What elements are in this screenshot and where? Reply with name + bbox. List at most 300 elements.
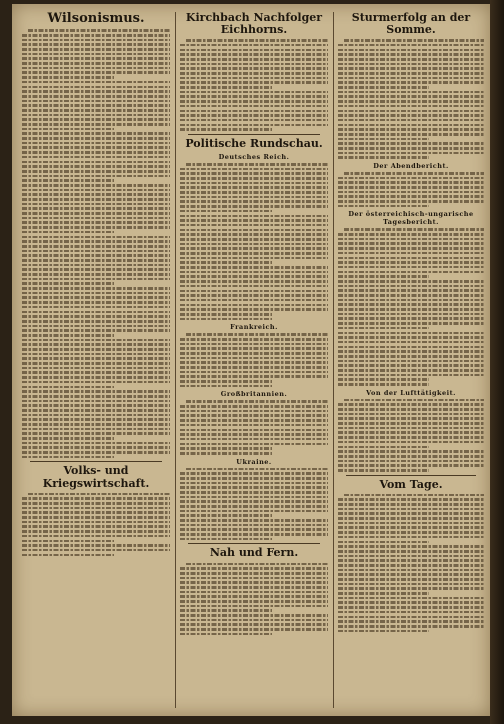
text-line	[338, 58, 484, 61]
text-line	[338, 355, 484, 358]
text-line	[338, 517, 484, 520]
text-line	[180, 200, 328, 203]
text-line	[338, 81, 484, 84]
article-body	[180, 333, 328, 387]
text-line	[338, 156, 429, 159]
text-line	[22, 165, 170, 168]
text-line	[180, 605, 328, 608]
text-line	[22, 236, 170, 239]
text-line	[22, 39, 170, 42]
text-line	[180, 128, 272, 131]
text-line	[338, 455, 484, 458]
text-line	[22, 334, 114, 337]
text-line	[338, 336, 484, 339]
text-line	[338, 569, 484, 572]
text-line	[180, 110, 328, 113]
text-line	[338, 289, 484, 292]
text-line	[338, 508, 484, 511]
text-line	[180, 614, 328, 617]
text-line	[22, 525, 170, 528]
text-line	[180, 86, 272, 89]
text-line	[338, 327, 429, 330]
text-line	[22, 137, 170, 140]
text-line	[180, 308, 328, 311]
article-body	[338, 39, 484, 159]
text-line	[180, 210, 272, 213]
text-line	[180, 177, 328, 180]
text-line	[344, 494, 484, 497]
text-line	[180, 581, 328, 584]
text-line	[22, 278, 170, 281]
text-line	[338, 383, 429, 386]
text-line	[180, 375, 328, 378]
text-line	[22, 549, 170, 552]
text-line	[22, 48, 170, 51]
text-line	[22, 53, 170, 56]
text-line	[338, 592, 429, 595]
text-line	[180, 385, 272, 388]
text-line	[180, 514, 272, 517]
text-line	[22, 264, 170, 267]
text-line	[338, 436, 484, 439]
text-line	[180, 318, 272, 321]
text-line	[180, 519, 328, 522]
text-line	[28, 29, 170, 32]
article-headline: Vom Tage.	[379, 477, 443, 491]
text-line	[22, 320, 170, 323]
text-line	[180, 271, 328, 274]
text-line	[180, 347, 328, 350]
text-line	[338, 91, 484, 94]
text-line	[180, 477, 328, 480]
text-line	[180, 567, 328, 570]
text-line	[22, 254, 170, 257]
text-line	[338, 606, 484, 609]
text-line	[338, 142, 484, 145]
text-line	[180, 67, 328, 70]
text-line	[180, 572, 328, 575]
text-line	[180, 119, 328, 122]
text-line	[22, 151, 170, 154]
text-line	[22, 306, 170, 309]
text-line	[338, 233, 484, 236]
text-line	[344, 39, 484, 42]
text-line	[180, 538, 272, 541]
text-line	[22, 76, 114, 79]
text-line	[22, 203, 170, 206]
text-line	[22, 114, 170, 117]
text-line	[180, 191, 328, 194]
text-line	[22, 315, 170, 318]
text-line	[338, 124, 484, 127]
text-line	[22, 395, 170, 398]
text-line	[180, 172, 328, 175]
text-line	[180, 168, 328, 171]
text-line	[180, 371, 328, 374]
text-line	[338, 313, 484, 316]
text-line	[338, 536, 484, 539]
text-line	[344, 399, 484, 402]
text-line	[338, 257, 484, 260]
text-line	[22, 386, 114, 389]
text-line	[22, 437, 114, 440]
text-line	[22, 128, 114, 131]
text-line	[22, 123, 170, 126]
text-line	[338, 441, 484, 444]
text-line	[180, 233, 328, 236]
text-line	[22, 516, 170, 519]
text-line	[180, 53, 328, 56]
text-line	[338, 616, 484, 619]
text-line	[338, 53, 484, 56]
text-line	[180, 266, 328, 269]
text-line	[180, 205, 328, 208]
text-line	[338, 275, 429, 278]
text-line	[180, 500, 328, 503]
text-line	[22, 81, 170, 84]
text-line	[180, 405, 328, 408]
text-line	[180, 304, 328, 307]
text-line	[22, 142, 170, 145]
text-line	[338, 583, 484, 586]
article-body	[22, 493, 170, 557]
text-line	[338, 427, 484, 430]
text-line	[180, 275, 328, 278]
text-line	[22, 104, 170, 107]
text-line	[180, 366, 328, 369]
text-line	[186, 468, 328, 471]
article-separator	[188, 543, 320, 544]
text-line	[22, 259, 170, 262]
text-line	[180, 224, 328, 227]
article-body	[338, 228, 484, 385]
text-line	[338, 128, 484, 131]
text-line	[338, 195, 484, 198]
text-line	[186, 400, 328, 403]
text-line	[22, 497, 170, 500]
text-line	[338, 341, 484, 344]
text-line	[338, 308, 484, 311]
text-line	[338, 446, 429, 449]
text-line	[180, 361, 328, 364]
text-line	[22, 273, 170, 276]
text-line	[338, 413, 484, 416]
text-line	[338, 191, 484, 194]
text-line	[22, 362, 170, 365]
text-line	[22, 198, 170, 201]
text-line	[180, 609, 272, 612]
text-line	[22, 226, 170, 229]
text-line	[338, 408, 484, 411]
text-line	[180, 524, 328, 527]
text-line	[180, 510, 328, 513]
text-line	[22, 540, 114, 543]
article-body	[338, 399, 484, 472]
text-line	[22, 71, 170, 74]
text-line	[22, 376, 170, 379]
text-line	[22, 268, 170, 271]
column-2	[180, 10, 328, 710]
article-headline: Wilsonismus.	[47, 11, 145, 26]
text-line	[180, 215, 328, 218]
text-line	[338, 266, 484, 269]
text-line	[22, 428, 170, 431]
text-line	[338, 625, 484, 628]
text-line	[22, 400, 170, 403]
text-line	[338, 360, 484, 363]
column-3	[338, 10, 484, 710]
section-heading: Der österreichisch-ungarische Tagesbericht.	[348, 210, 474, 227]
text-line	[338, 578, 484, 581]
text-line	[22, 34, 170, 37]
article-body	[180, 563, 328, 636]
text-line	[338, 95, 484, 98]
text-line	[180, 257, 328, 260]
text-line	[22, 414, 170, 417]
article-body	[22, 29, 170, 458]
text-line	[180, 338, 328, 341]
text-line	[338, 152, 484, 155]
text-line	[180, 491, 328, 494]
text-line	[338, 550, 484, 553]
text-line	[22, 250, 170, 253]
text-line	[180, 114, 328, 117]
text-line	[338, 119, 484, 122]
text-line	[22, 353, 170, 356]
text-line	[22, 170, 170, 173]
text-line	[338, 545, 484, 548]
text-line	[180, 238, 328, 241]
text-line	[338, 403, 484, 406]
text-line	[180, 44, 328, 47]
text-line	[338, 378, 429, 381]
text-line	[22, 43, 170, 46]
text-line	[344, 172, 484, 175]
text-line	[344, 228, 484, 231]
text-line	[338, 531, 484, 534]
text-line	[22, 371, 170, 374]
text-line	[22, 535, 170, 538]
text-line	[180, 261, 272, 264]
text-line	[22, 432, 170, 435]
text-line	[338, 469, 429, 472]
text-line	[180, 472, 328, 475]
article-headline: Nah und Fern.	[209, 546, 299, 560]
text-line	[338, 364, 484, 367]
text-line	[22, 100, 170, 103]
text-line	[28, 493, 170, 496]
article-body	[180, 468, 328, 541]
text-line	[338, 285, 484, 288]
text-line	[180, 299, 328, 302]
text-line	[338, 242, 484, 245]
text-line	[22, 156, 170, 159]
text-line	[180, 280, 328, 283]
text-line	[22, 57, 170, 60]
text-line	[22, 95, 170, 98]
text-line	[22, 325, 170, 328]
text-line	[338, 573, 484, 576]
text-line	[338, 86, 429, 89]
text-line	[180, 438, 328, 441]
text-line	[22, 409, 170, 412]
text-line	[22, 161, 170, 164]
text-line	[22, 231, 114, 234]
text-line	[22, 146, 170, 149]
text-line	[180, 252, 328, 255]
text-line	[22, 118, 170, 121]
text-line	[22, 175, 170, 178]
text-line	[180, 81, 328, 84]
text-line	[338, 460, 484, 463]
text-line	[338, 346, 484, 349]
text-line	[22, 404, 170, 407]
text-line	[180, 91, 328, 94]
text-line	[180, 343, 328, 346]
text-line	[22, 221, 170, 224]
text-line	[22, 189, 170, 192]
text-line	[22, 554, 114, 557]
text-line	[22, 348, 170, 351]
article-headline: Kirchbach Nachfolger Eichhorns.	[185, 11, 323, 37]
section-heading: Von der Lufttätigkeit.	[366, 388, 456, 397]
text-line	[22, 521, 170, 524]
text-line	[338, 138, 429, 141]
text-line	[180, 77, 328, 80]
text-line	[180, 352, 328, 355]
text-line	[338, 350, 484, 353]
text-line	[180, 49, 328, 52]
text-line	[338, 317, 484, 320]
text-line	[180, 452, 272, 455]
text-line	[180, 595, 328, 598]
text-line	[180, 447, 272, 450]
text-line	[338, 431, 484, 434]
text-line	[22, 90, 170, 93]
text-line	[180, 313, 272, 316]
text-line	[180, 577, 328, 580]
text-line	[180, 100, 328, 103]
text-line	[22, 446, 170, 449]
text-line	[180, 72, 328, 75]
text-line	[338, 105, 484, 108]
text-line	[180, 186, 328, 189]
text-line	[338, 597, 484, 600]
text-line	[338, 564, 484, 567]
section-heading: Großbritannien.	[220, 390, 288, 399]
text-line	[180, 429, 328, 432]
text-line	[338, 620, 484, 623]
text-line	[22, 217, 170, 220]
text-line	[22, 418, 170, 421]
text-line	[180, 628, 328, 631]
text-line	[338, 322, 484, 325]
text-line	[22, 511, 170, 514]
text-line	[180, 591, 328, 594]
article-separator	[30, 461, 162, 462]
text-line	[338, 177, 484, 180]
text-line	[180, 95, 328, 98]
text-line	[338, 181, 484, 184]
text-line	[180, 410, 328, 413]
text-line	[180, 443, 328, 446]
text-line	[180, 182, 328, 185]
article-body	[338, 172, 484, 207]
text-line	[22, 442, 170, 445]
text-line	[338, 247, 484, 250]
text-line	[22, 245, 170, 248]
text-line	[338, 611, 484, 614]
text-line	[338, 498, 484, 501]
text-line	[338, 200, 484, 203]
text-line	[338, 555, 484, 558]
text-line	[338, 252, 484, 255]
text-line	[338, 422, 484, 425]
text-line	[22, 343, 170, 346]
text-line	[338, 294, 484, 297]
text-line	[186, 163, 328, 166]
text-line	[180, 294, 328, 297]
text-line	[186, 39, 328, 42]
text-line	[180, 219, 328, 222]
text-line	[338, 186, 484, 189]
text-line	[22, 287, 170, 290]
column-rule	[333, 12, 334, 708]
text-line	[338, 526, 484, 529]
text-line	[338, 332, 484, 335]
text-line	[338, 49, 484, 52]
text-line	[180, 58, 328, 61]
text-line	[180, 486, 328, 489]
text-line	[180, 496, 328, 499]
text-line	[22, 207, 170, 210]
text-line	[338, 44, 484, 47]
text-line	[22, 62, 170, 65]
text-line	[22, 296, 170, 299]
text-line	[180, 528, 328, 531]
text-line	[186, 563, 328, 566]
text-line	[22, 390, 170, 393]
text-line	[338, 369, 484, 372]
text-line	[22, 311, 170, 314]
text-line	[338, 77, 484, 80]
article-headline: Sturmerfolg an der Somme.	[351, 11, 471, 37]
article-body	[180, 163, 328, 320]
text-line	[186, 333, 328, 336]
section-heading: Frankreich.	[230, 323, 278, 332]
text-line	[180, 619, 328, 622]
text-line	[338, 512, 484, 515]
text-line	[338, 417, 484, 420]
column-rule	[175, 12, 176, 708]
text-line	[22, 193, 170, 196]
text-line	[22, 381, 170, 384]
text-line	[180, 285, 328, 288]
text-line	[180, 380, 272, 383]
text-line	[22, 86, 170, 89]
text-line	[22, 179, 114, 182]
text-line	[180, 63, 328, 66]
section-heading: Der Abendbericht.	[373, 161, 449, 170]
text-line	[338, 72, 484, 75]
text-line	[180, 533, 328, 536]
text-line	[338, 559, 484, 562]
text-line	[22, 292, 170, 295]
text-line	[22, 240, 170, 243]
text-line	[22, 329, 170, 332]
text-line	[338, 522, 484, 525]
article-headline: Volks- und Kriegswirtschaft.	[42, 464, 150, 490]
